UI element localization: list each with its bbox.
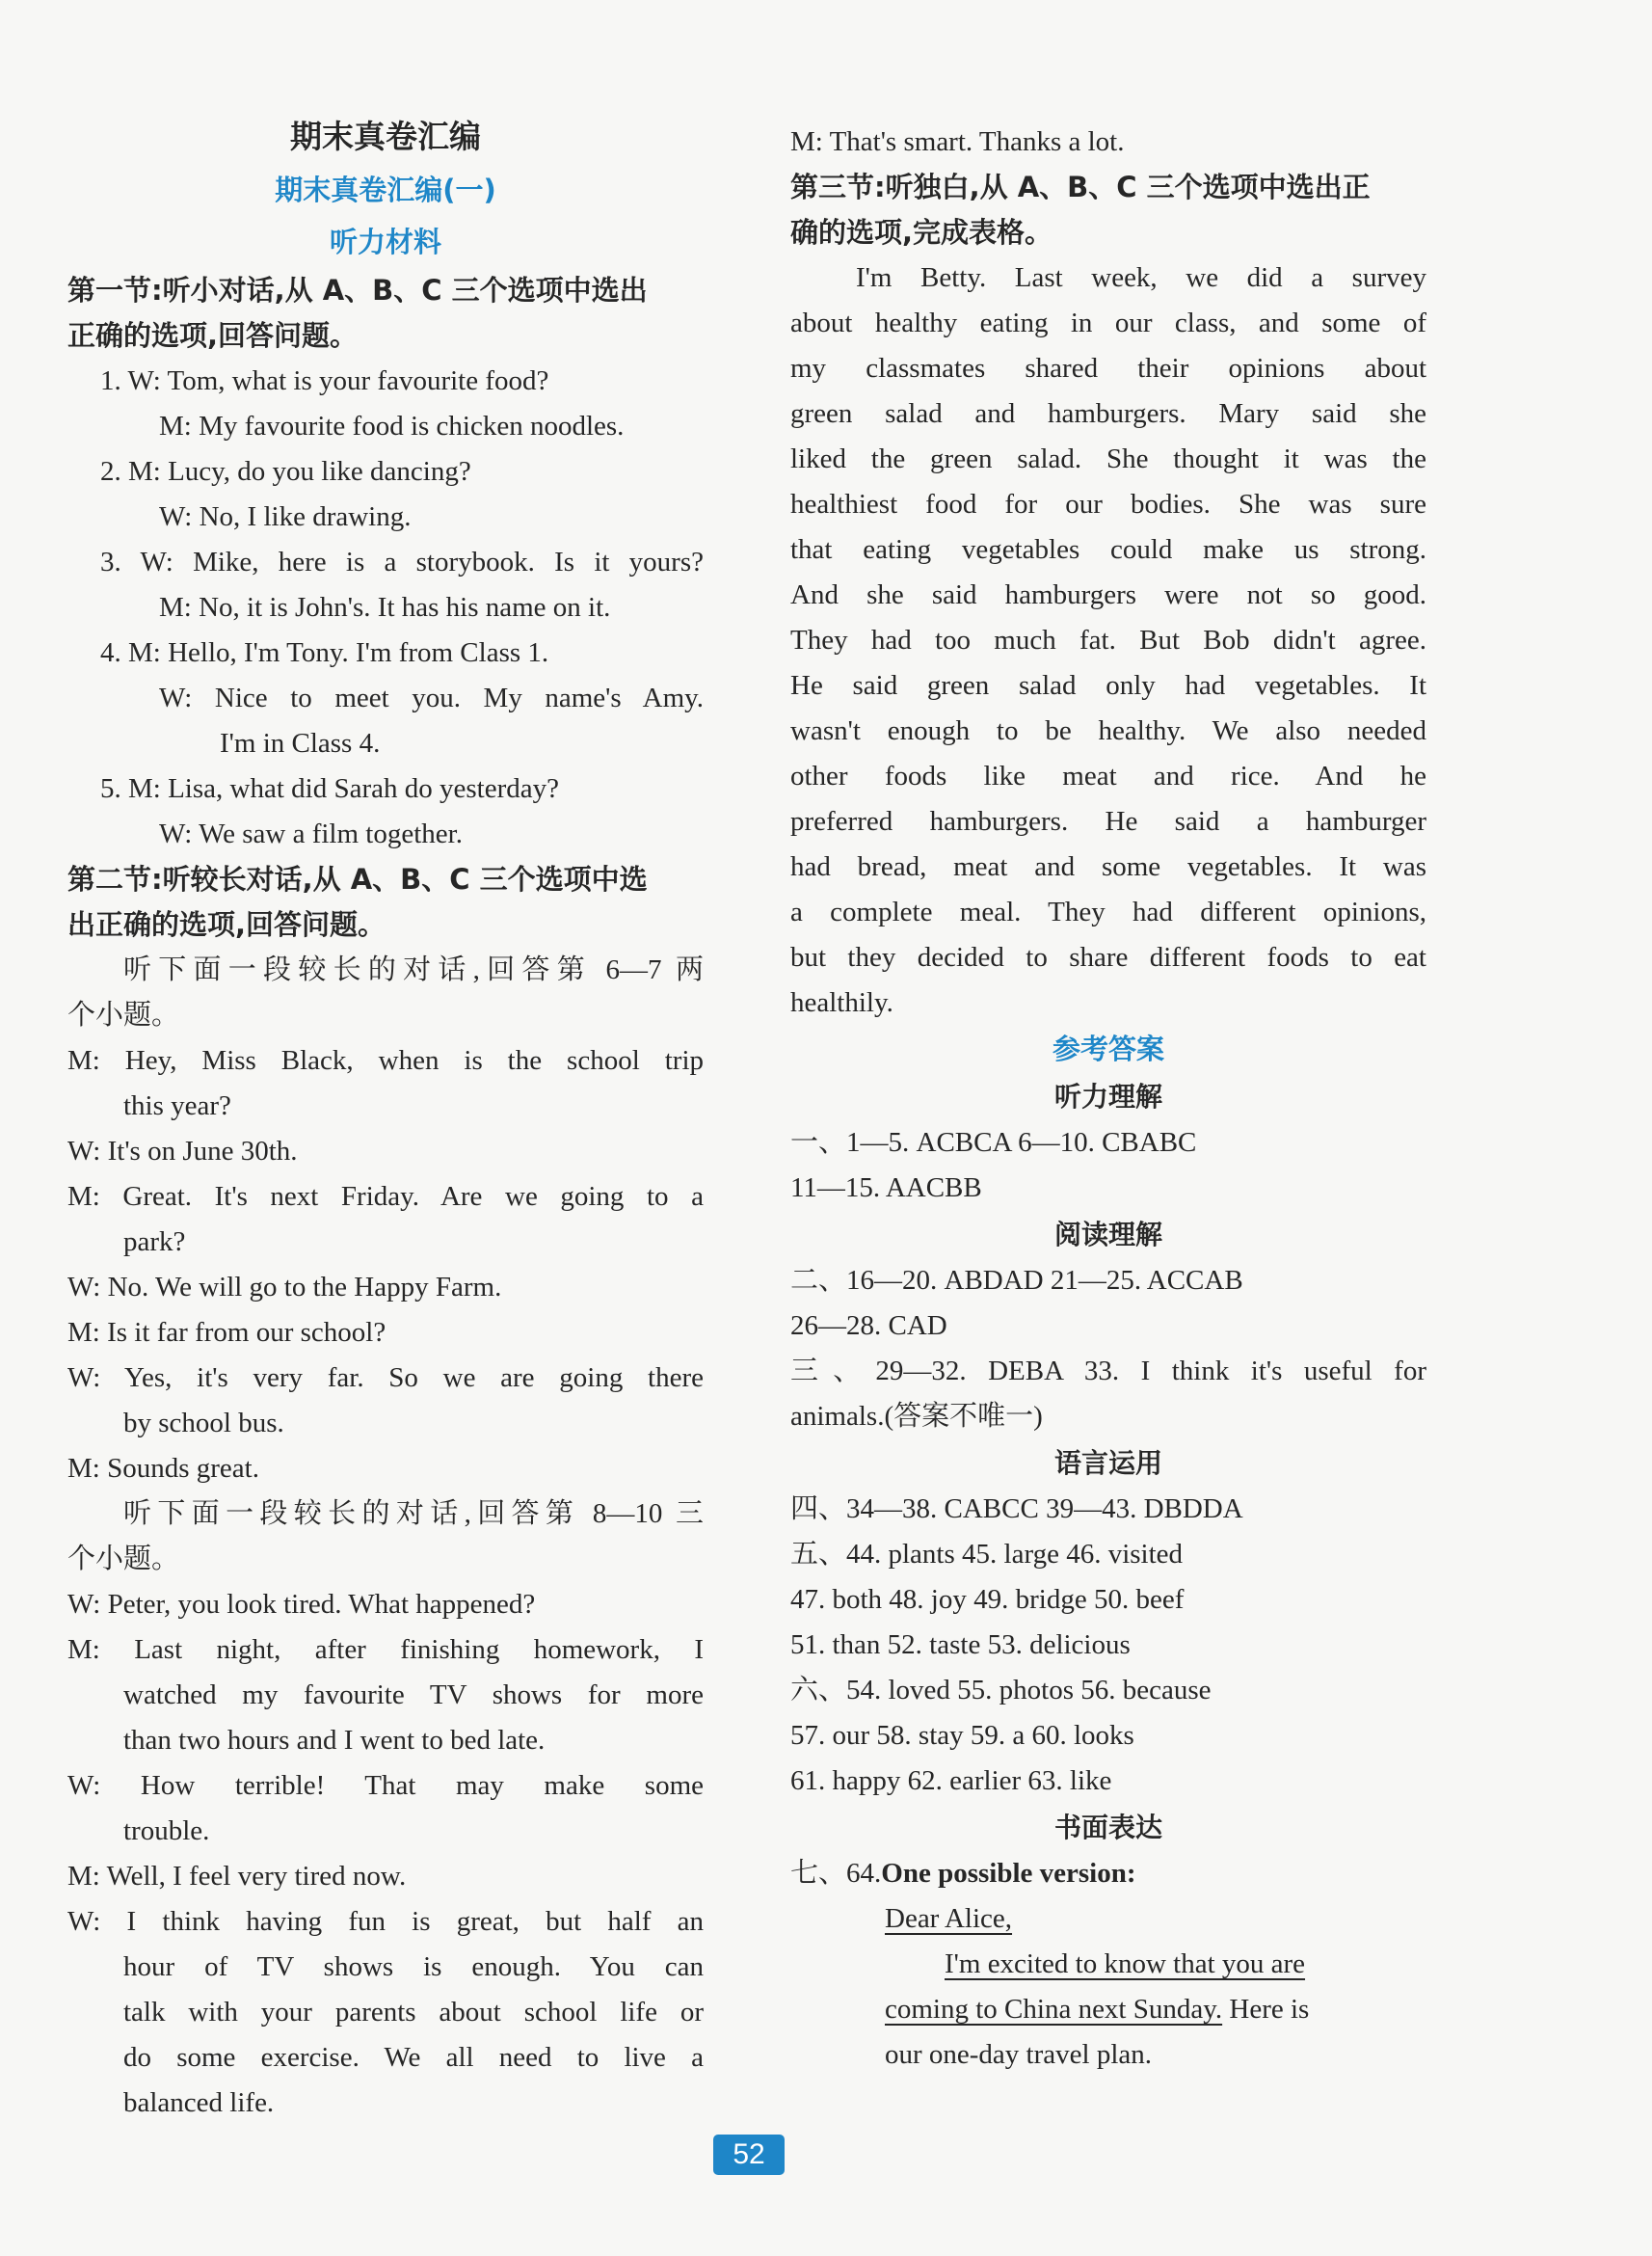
dialog-line: hour of TV shows is enough. You can — [123, 1951, 704, 1982]
dialog-line: W: I think having fun is great, but half an — [67, 1906, 704, 1937]
answers-title: 参考答案 — [1052, 1033, 1164, 1065]
intro-line: 个小题。 — [67, 1000, 180, 1031]
letter-line-text: Here is — [1222, 1994, 1310, 2025]
dialog-line: park? — [123, 1226, 186, 1257]
dialog-line: balanced life. — [123, 2087, 275, 2118]
dialog-line: trouble. — [123, 1815, 210, 1846]
dialog-line: W: How terrible! That may make some — [67, 1770, 704, 1801]
monologue-line: other foods like meat and rice. And he — [790, 761, 1426, 792]
letter-line-text: coming to China next Sunday. — [885, 1994, 1223, 2025]
dialog-line: M: No, it is John's. It has his name on it. — [159, 592, 611, 623]
answer-line: 四、34—38. CABCC 39—43. DBDDA — [790, 1493, 1243, 1524]
monologue-line: preferred hamburgers. He said a hamburger — [790, 806, 1426, 837]
monologue-line: liked the green salad. She thought it was the — [790, 443, 1426, 474]
answer-line: 11—15. AACBB — [790, 1172, 982, 1203]
monologue-line: wasn't enough to be healthy. We also needed — [790, 715, 1426, 746]
answer-line: 57. our 58. stay 59. a 60. looks — [790, 1720, 1134, 1751]
monologue-line: They had too much fat. But Bob didn't agree. — [790, 625, 1426, 656]
dialog-line: W: It's on June 30th. — [67, 1136, 298, 1167]
dialog-line: talk with your parents about school life or — [123, 1997, 704, 2028]
dialog-line: W: Peter, you look tired. What happened? — [67, 1589, 536, 1620]
letter-line: our one-day travel plan. — [885, 2039, 1153, 2070]
monologue-line: He said green salad only had vegetables. It — [790, 670, 1426, 701]
dialog-line: than two hours and I went to bed late. — [123, 1725, 546, 1756]
dialog-line: 1. W: Tom, what is your favourite food? — [100, 365, 549, 396]
dialog-line: 4. M: Hello, I'm Tony. I'm from Class 1. — [100, 637, 549, 668]
answer-line: animals.(答案不唯一) — [790, 1401, 1043, 1432]
dialog-line: M: Well, I feel very tired now. — [67, 1861, 407, 1892]
monologue-line: had bread, meat and some vegetables. It was — [790, 851, 1426, 882]
intro-line: 个小题。 — [67, 1544, 180, 1574]
answer-line: 51. than 52. taste 53. delicious — [790, 1629, 1131, 1660]
writing-prefix: 七、64. — [790, 1858, 882, 1889]
section3-heading: 确的选项,完成表格。 — [790, 216, 1053, 249]
monologue-line: healthiest food for our bodies. She was sure — [790, 489, 1426, 520]
dialog-line: watched my favourite TV shows for more — [123, 1679, 704, 1710]
answer-line: 五、44. plants 45. large 46. visited — [790, 1539, 1184, 1570]
answer-line — [790, 1851, 1426, 1896]
dialog-line: M: Is it far from our school? — [67, 1317, 386, 1348]
page-number: 52 — [713, 2135, 785, 2175]
section1-heading: 第一节:听小对话,从 A、B、C 三个选项中选出 — [67, 274, 648, 307]
intro-line: 听下面一段较长的对话,回答第 8—10 三 — [123, 1498, 704, 1529]
dialog-line: W: No. We will go to the Happy Farm. — [67, 1272, 502, 1303]
answer-line: 六、54. loved 55. photos 56. because — [790, 1675, 1212, 1705]
left-column — [67, 116, 704, 2126]
letter-line-text: I'm excited to know that you are — [945, 1948, 1306, 1979]
answer-line: 一、1—5. ACBCA 6—10. CBABC — [790, 1127, 1197, 1158]
answer-line: 二、16—20. ABDAD 21—25. ACCAB — [790, 1265, 1243, 1296]
monologue-line: but they decided to share different foods to eat — [790, 942, 1426, 973]
letter-line — [790, 1987, 1426, 2032]
language-answers-title: 语言运用 — [1053, 1447, 1162, 1479]
dialog-line: W: Yes, it's very far. So we are going there — [67, 1362, 704, 1393]
section1-heading: 正确的选项,回答问题。 — [67, 319, 359, 352]
monologue-line: And she said hamburgers were not so good. — [790, 579, 1426, 610]
right-column — [790, 120, 1426, 2078]
section2-heading: 第二节:听较长对话,从 A、B、C 三个选项中选 — [67, 863, 648, 896]
monologue-line: a complete meal. They had different opinions, — [790, 897, 1426, 927]
intro-line: 听下面一段较长的对话,回答第 6—7 两 — [123, 954, 704, 985]
answer-line: 47. both 48. joy 49. bridge 50. beef — [790, 1584, 1185, 1615]
monologue-line: healthily. — [790, 987, 893, 1018]
answer-line: 61. happy 62. earlier 63. like — [790, 1765, 1112, 1796]
dialog-line: W: Nice to meet you. My name's Amy. — [159, 683, 704, 713]
dialog-line: M: Sounds great. — [67, 1453, 259, 1484]
answer-line: 26—28. CAD — [790, 1310, 947, 1341]
dialog-line: W: No, I like drawing. — [159, 501, 412, 532]
dialog-line: M: Last night, after finishing homework, I — [67, 1634, 704, 1665]
dialog-line: do some exercise. We all need to live a — [123, 2042, 704, 2073]
dialog-line: I'm in Class 4. — [220, 728, 381, 759]
answer-line: 三、29—32. DEBA 33. I think it's useful for — [790, 1356, 1426, 1386]
monologue-line: I'm Betty. Last week, we did a survey — [856, 262, 1426, 293]
section2-heading: 出正确的选项,回答问题。 — [67, 908, 386, 941]
dialog-line: M: My favourite food is chicken noodles. — [159, 411, 625, 442]
listening-answers-title: 听力理解 — [1053, 1081, 1162, 1113]
dialog-line: by school bus. — [123, 1408, 284, 1438]
monologue-line: green salad and hamburgers. Mary said she — [790, 398, 1426, 429]
writing-label: One possible version: — [881, 1858, 1136, 1889]
listening-material-title: 听力材料 — [329, 226, 441, 258]
reading-answers-title: 阅读理解 — [1053, 1219, 1162, 1250]
exam-title: 期末真卷汇编(一) — [275, 174, 496, 206]
dialog-line: M: That's smart. Thanks a lot. — [790, 126, 1125, 157]
dialog-line: M: Great. It's next Friday. Are we going to a — [67, 1181, 704, 1212]
dialog-line: W: We saw a film together. — [159, 819, 463, 849]
dialog-line: M: Hey, Miss Black, when is the school trip — [67, 1045, 704, 1076]
dialog-line: 5. M: Lisa, what did Sarah do yesterday? — [100, 773, 559, 804]
section3-heading: 第三节:听独白,从 A、B、C 三个选项中选出正 — [790, 171, 1371, 203]
dialog-line: this year? — [123, 1090, 231, 1121]
writing-answers-title: 书面表达 — [1053, 1812, 1162, 1843]
letter-line — [790, 1942, 1426, 1987]
letter-greeting — [790, 1896, 1426, 1942]
dialog-line: 3. W: Mike, here is a storybook. Is it yours? — [100, 547, 704, 577]
monologue-line: my classmates shared their opinions about — [790, 353, 1426, 384]
dialog-line: 2. M: Lucy, do you like dancing? — [100, 456, 471, 487]
monologue-line: that eating vegetables could make us strong. — [790, 534, 1426, 565]
letter-greeting-text: Dear Alice, — [885, 1903, 1013, 1934]
page-title: 期末真卷汇编 — [290, 118, 481, 155]
monologue-line: about healthy eating in our class, and some of — [790, 308, 1426, 338]
